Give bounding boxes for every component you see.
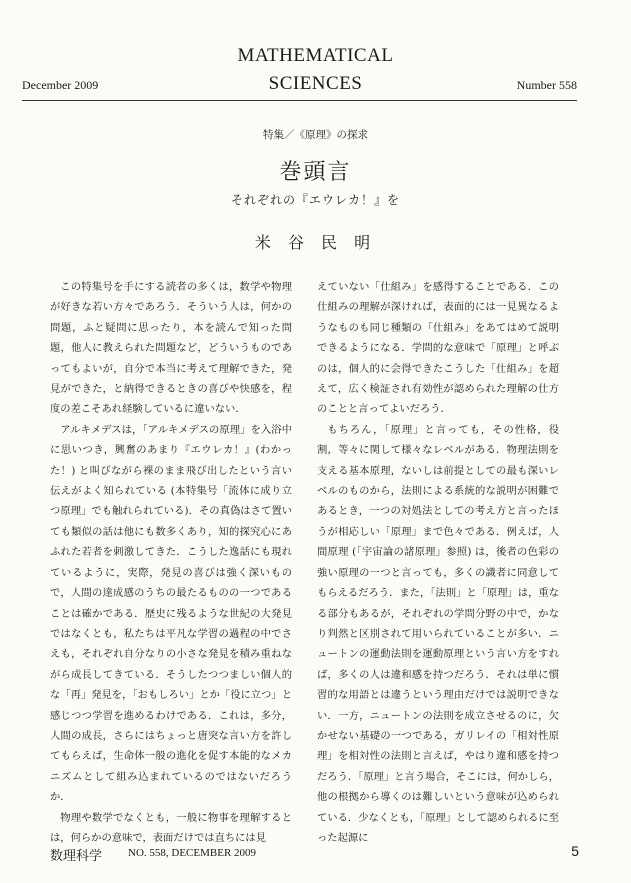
article-title: 巻頭言 bbox=[279, 160, 352, 185]
paragraph: 物理や数学でなくとも，一般に物事を理解するとは，何らかの意味で，表面だけでは直ちには見 bbox=[50, 811, 292, 844]
journal-title-line1: MATHEMATICAL bbox=[237, 45, 394, 66]
footer-journal-name: 数理科学 bbox=[50, 849, 103, 864]
article-author: 米 谷 民 明 bbox=[254, 233, 377, 252]
paragraph: えていない「仕組み」を感得することである．この仕組みの理解が深ければ，表面的には一見異なるようなものも同じ種類の「仕組み」をあてはめて説明できるようになる．学問的な意味で「原理」と呼ぶのは，個人的に会得できたこうした「仕組み」を超えて，広く検証され有効性が認められた理解の仕方のことと言ってよいだろう． bbox=[317, 281, 559, 416]
feature-label: 特集／《原理》の探求 bbox=[263, 129, 368, 141]
paragraph: もちろん，「原理」と言っても，その性格，役割，等々に関して様々なレベルがある．物理法則を支える基本原理，ないしは前提としての最も深いレベルのものから，法則による系統的な説明が困難であるとき，一つの対処法としての考え方と言ったほうが相応しい「原理」まで色々である．例えば，人間原理 (「宇宙論の諸原理」参照) は，後者の色彩の強い原理の一つと言っても，多くの識者に同意してもらえるだろう．また，「法則」と「原理」は，重なる部分もあるが，それぞれの学問分野の中で，かなり判然と区別されて用いられていることが多い．ニュートンの運動法則を運動原理という言い方をすれば，多くの人は違和感を持つだろう．それは単に慣習的な用語とは違うという理由だけでは説明できない．一方，ニュートンの法則を成立させるのに，欠かせない基礎の一つである，ガリレイの「相対性原理」を相対性の法則と言えば，やはり違和感を持つだろう．「原理」と言う場合，そこには，何かしら，他の根拠から導くのは難しいという意味が込められている．少なくとも，「原理」として認められるに至った起源に bbox=[317, 423, 559, 844]
page-number: 5 bbox=[571, 843, 579, 859]
header-date: December 2009 bbox=[22, 78, 99, 92]
body-column-right bbox=[317, 277, 559, 844]
header-divider bbox=[22, 100, 577, 101]
journal-title-line2: SCIENCES bbox=[268, 73, 363, 94]
issue-number: Number 558 bbox=[516, 78, 577, 92]
paragraph: この特集号を手にする読者の多くは，数学や物理が好きな若い方々であろう．そういう人は，何かの問題，ふと疑問に思ったり，本を読んで知った問題，他人に教えられた問題など，どういうものであってもよいが，自分で本当に考えて理解できた，発見ができた，と納得できるときの喜びや快感を，程度の差こそあれ経験しているに違いない． bbox=[50, 281, 292, 416]
paragraph: アルキメデスは，「アルキメデスの原理」を入浴中に思いつき，興奮のあまり『エウレカ！』(わかった！) と叫びながら裸のまま飛び出したという言い伝えがよく知られている (本特集号「流体に成り立つ原理」でも触れられている)．その真偽はさて置いても類似の話は他にも数多くあり，知的探究心にあふれた若者を刺激してきた．こうした逸話にも現れているように，実際，発見の喜びは強く深いもので，人間の達成感のうちの最たるものの一つであることは確かである．歴史に残るような世紀の大発見ではなくとも，私たちは平凡な学習の過程の中でさえも，それぞれ自分なりの小さな発見を積み重ねながら成長してきている．そうしたつつましい個人的な「再」発見を，「おもしろい」とか「役に立つ」と感じつつ学習を進めるわけである．これは，多分，人間の成長，さらにはちょっと唐突な言い方を許してもらえば，生命体一般の進化を促す本能的なメカニズムとして組み込まれているのではないだろうか． bbox=[50, 423, 292, 804]
article-subtitle: それぞれの『エウレカ！』を bbox=[230, 193, 400, 207]
body-column-left bbox=[50, 277, 292, 844]
footer-issue: NO. 558, DECEMBER 2009 bbox=[128, 847, 257, 859]
